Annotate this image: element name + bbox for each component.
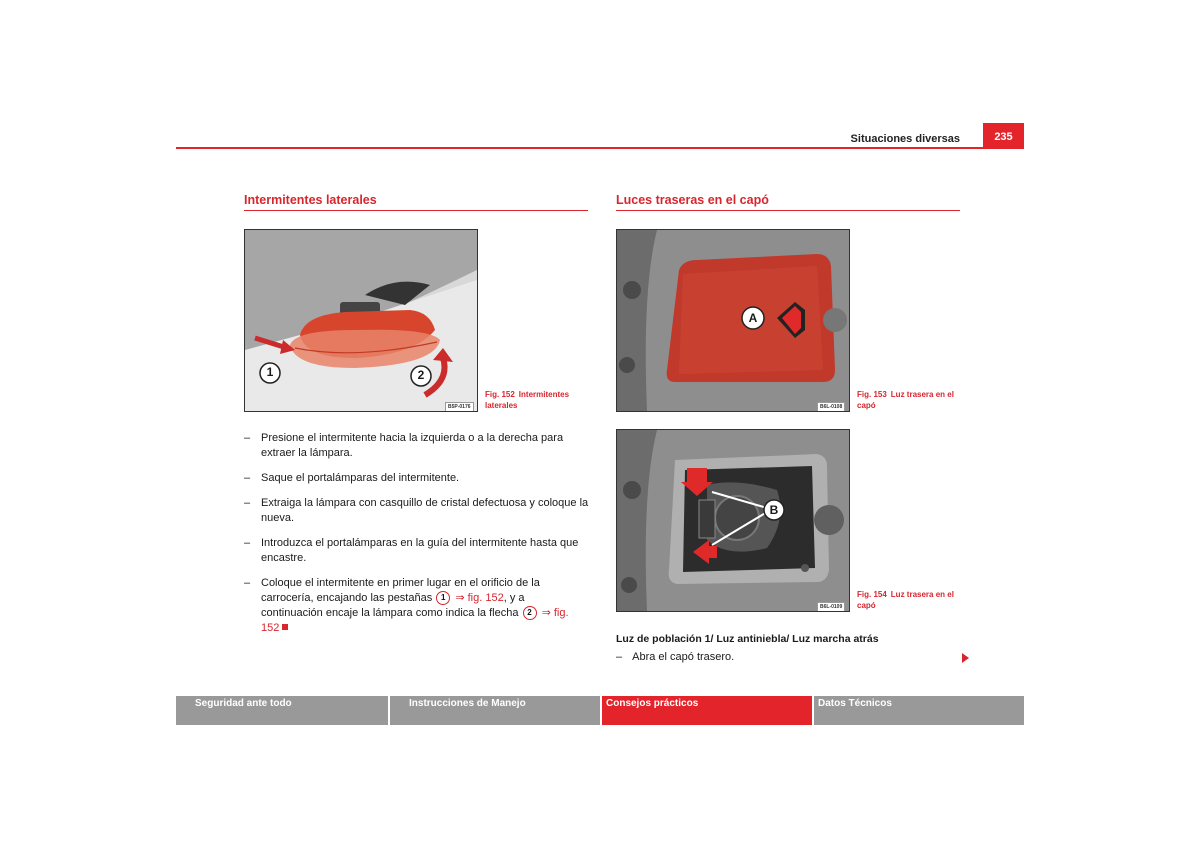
- callout-B: B: [769, 503, 779, 517]
- continue-arrow-icon: [962, 653, 969, 663]
- figure-reference-link[interactable]: ⇒ fig. 152: [455, 592, 504, 604]
- section-title-intermitentes: Intermitentes laterales: [244, 193, 377, 207]
- footer-nav: [176, 696, 1024, 725]
- end-of-section-marker: [282, 624, 288, 630]
- tab-instrucciones[interactable]: Instrucciones de Manejo: [390, 696, 600, 725]
- figure-152-side-indicator: [244, 229, 478, 412]
- callout-marker-2: 2: [523, 606, 537, 620]
- section-title-luces-traseras: Luces traseras en el capó: [616, 193, 769, 207]
- caption-number: Fig. 153: [857, 390, 887, 399]
- caption-text: Intermitentes laterales: [485, 390, 570, 410]
- callout-2: 2: [417, 368, 425, 382]
- step-text: Coloque el intermitente en primer lugar en el orificio de la carrocería, encajando las pestañas: [261, 577, 540, 604]
- figure-code: B5P-0176: [445, 402, 474, 412]
- section-rule-left: [244, 210, 588, 211]
- list-item: – Extraiga la lámpara con casquillo de cristal defectuosa y coloque la nueva.: [244, 496, 589, 526]
- callout-marker-1: 1: [436, 591, 450, 605]
- page-number: 235: [983, 123, 1024, 148]
- caption-text: Luz trasera en el capó: [857, 590, 954, 610]
- tab-seguridad[interactable]: Seguridad ante todo: [176, 696, 388, 725]
- side-indicator-illustration: [245, 230, 477, 411]
- section-rule-right: [616, 210, 960, 211]
- figure-154-tail-light-open: [616, 429, 850, 612]
- list-item: – Saque el portalámparas del intermitente.: [244, 471, 589, 486]
- figure-code: B6L-0109: [817, 602, 845, 612]
- list-item: [616, 651, 734, 663]
- caption-fig-152: [485, 389, 585, 411]
- instruction-list-left: [244, 431, 589, 646]
- callout-1: 1: [266, 365, 274, 379]
- step-text: Abra el capó trasero.: [632, 651, 735, 663]
- list-item: – Introduzca el portalámparas en la guía del intermitente hasta que encastre.: [244, 536, 589, 566]
- caption-fig-154: [857, 589, 962, 611]
- tail-light-open-illustration: [617, 430, 849, 611]
- tab-consejos[interactable]: Consejos prácticos: [602, 696, 812, 725]
- running-header-title: Situaciones diversas: [850, 133, 960, 145]
- list-item: – Presione el intermitente hacia la izquierda o a la derecha para extraer la lámpara.: [244, 431, 589, 461]
- header-rule: [176, 147, 1024, 149]
- tail-light-cover-illustration: [617, 230, 849, 411]
- step-text: , y a continuación encaje la lámpara como indica la flecha: [261, 592, 525, 619]
- caption-text: Luz trasera en el capó: [857, 390, 954, 410]
- caption-number: Fig. 152: [485, 390, 515, 399]
- figure-reference-link[interactable]: ⇒ fig. 152: [261, 607, 569, 634]
- caption-fig-153: [857, 389, 962, 411]
- figure-153-tail-light-cover: [616, 229, 850, 412]
- subheading-luz-poblacion: Luz de población 1/ Luz antiniebla/ Luz marcha atrás: [616, 633, 879, 645]
- list-item: [244, 576, 589, 636]
- tab-datos[interactable]: Datos Técnicos: [814, 696, 1024, 725]
- dash-bullet: –: [616, 651, 623, 663]
- callout-A: A: [748, 311, 758, 325]
- figure-code: B6L-0108: [817, 402, 845, 412]
- caption-number: Fig. 154: [857, 590, 887, 599]
